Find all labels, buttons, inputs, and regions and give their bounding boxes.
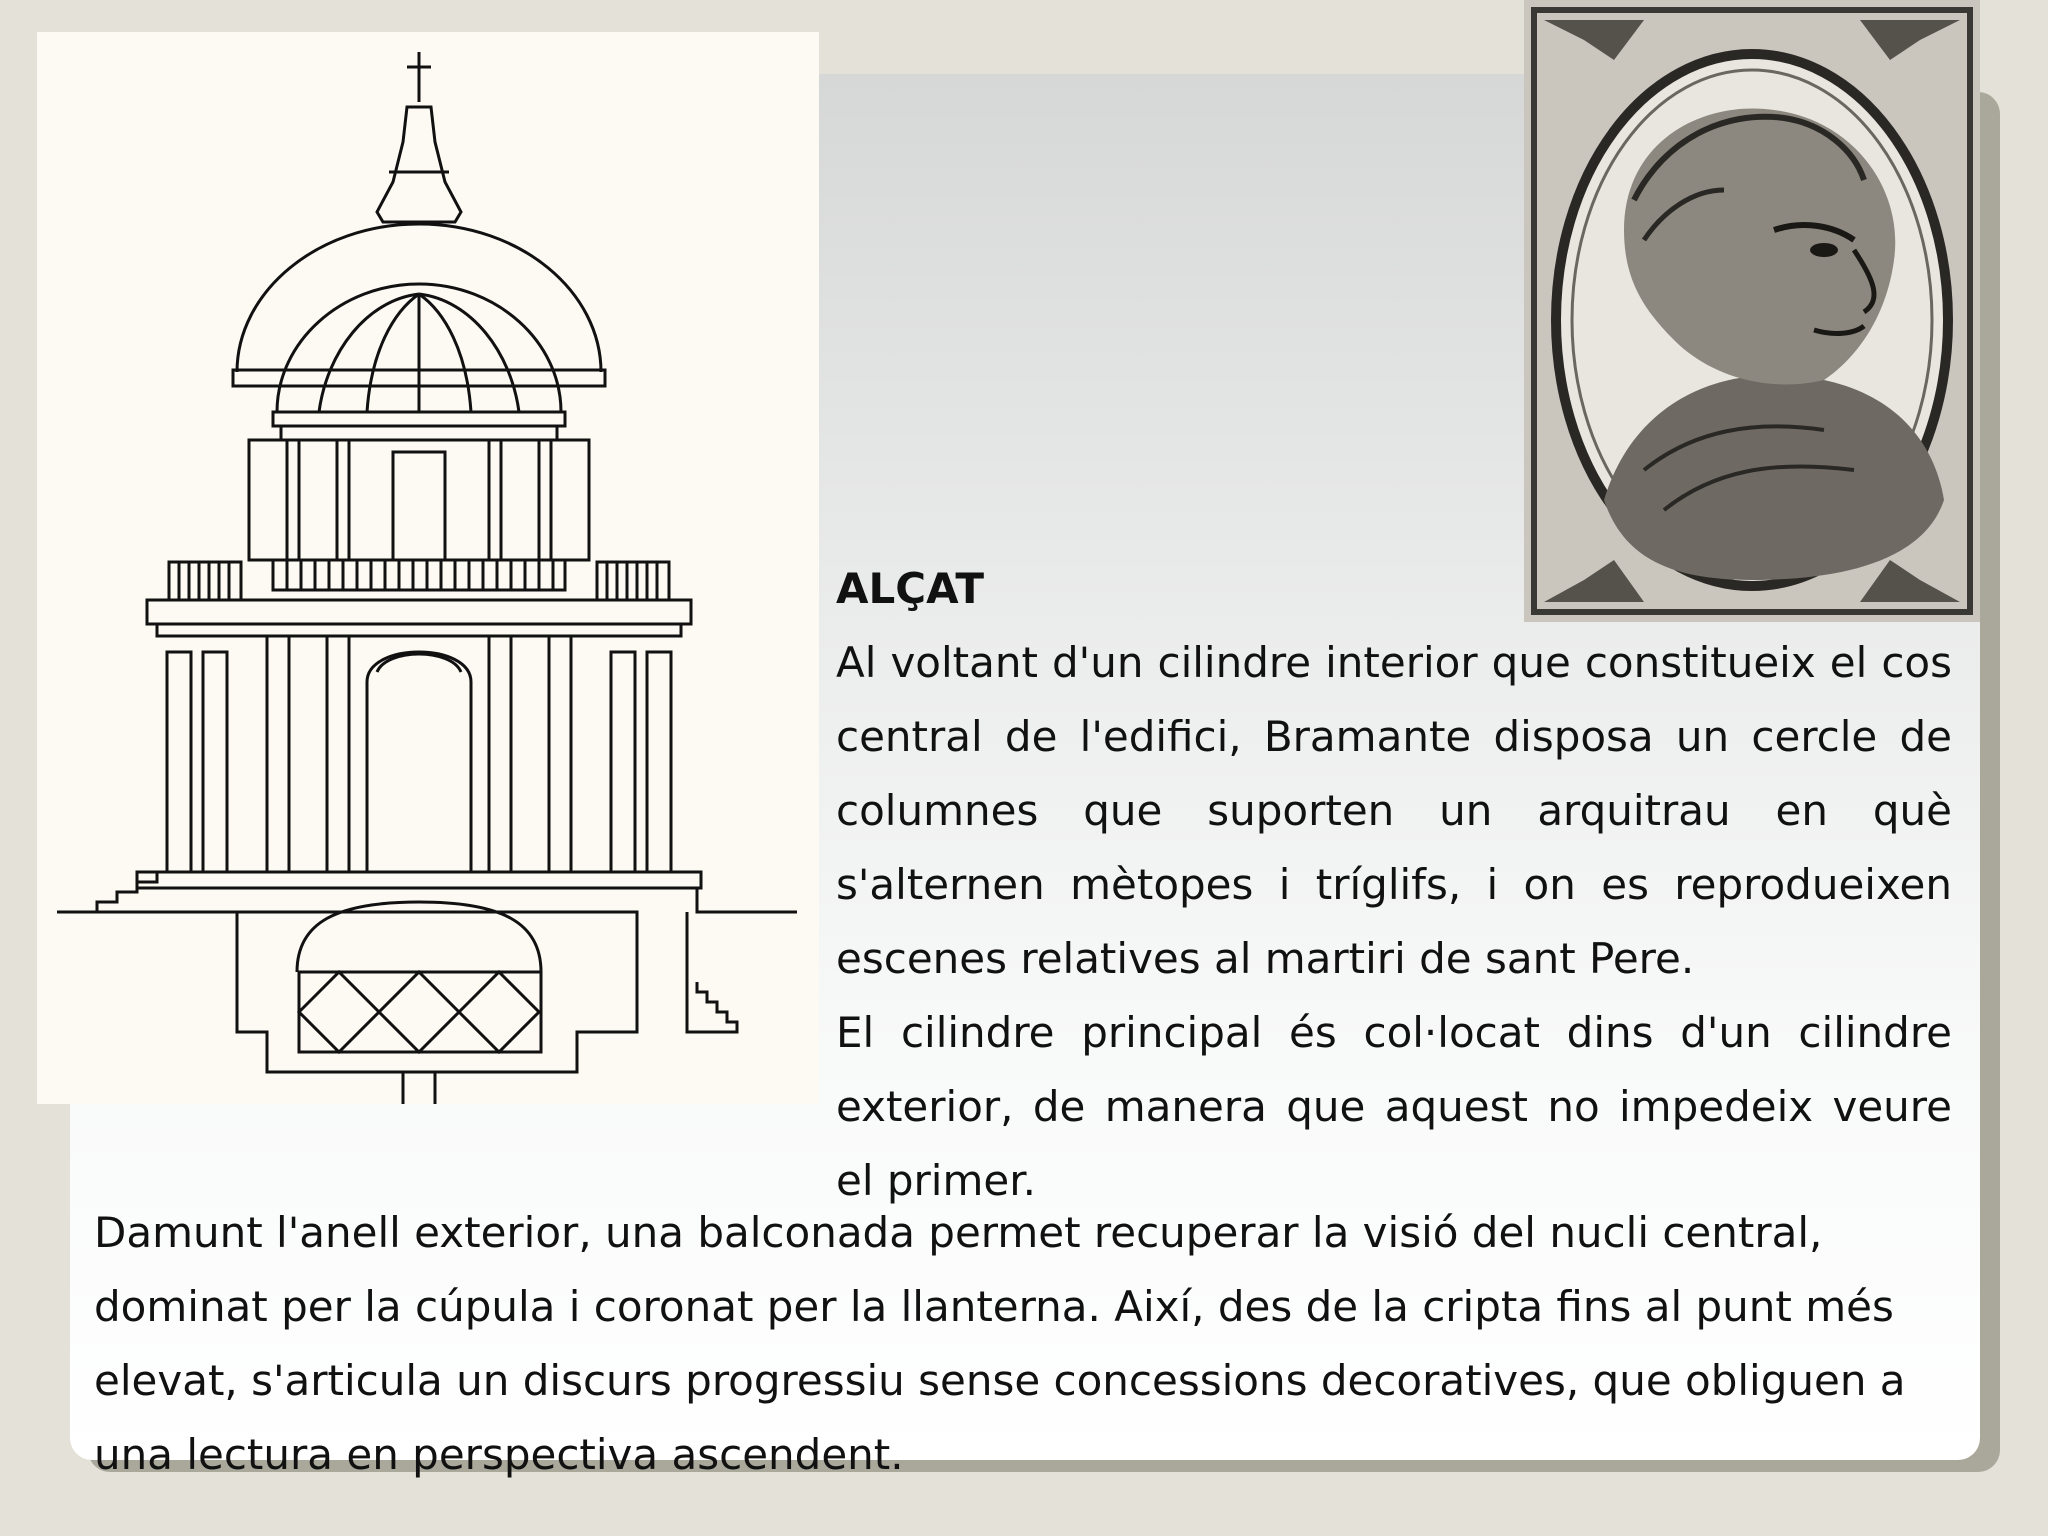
paragraph-outer-cylinder: El cilindre principal és col·locat dins d'un cilindre exterior, de manera que aquest no impedeix veure el primer. — [836, 1008, 1952, 1205]
balcony-description — [94, 1196, 1964, 1492]
paragraph-balcony: Damunt l'anell exterior, una balconada permet recuperar la visió del nucli central, dominat per la cúpula i coronat per la llanterna. Així, des de la cripta fins al punt més elevat, s'articula un discurs progressiu sense concessions decoratives, que obliguen a una lectura en perspectiva ascendent. — [94, 1208, 1906, 1479]
section-heading: ALÇAT — [836, 564, 984, 613]
temple-elevation-drawing — [37, 32, 819, 1104]
portrait-engraving — [1524, 0, 1980, 622]
elevation-description — [836, 552, 1952, 1218]
paragraph-inner-cylinder: Al voltant d'un cilindre interior que constitueix el cos central de l'edifici, Bramante disposa un cercle de columnes que suporten un arquitrau en què s'alternen mètopes i tríglifs, i on es reprodueixen escenes relatives al martiri de sant Pere. — [836, 638, 1952, 983]
